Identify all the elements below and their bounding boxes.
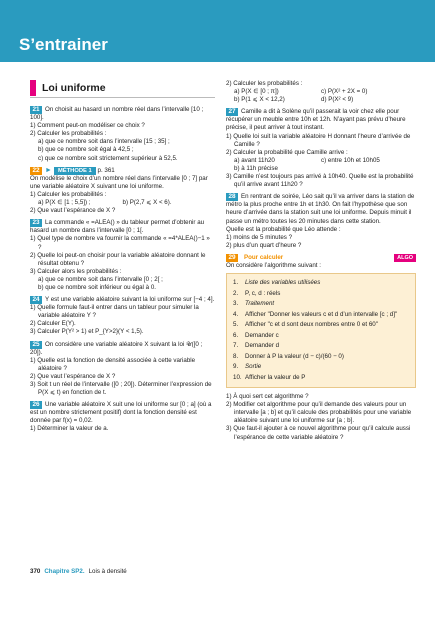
chapter-title: Lois à densité bbox=[88, 568, 127, 575]
question: 2) Calculer la probabilité que Camille arrive : bbox=[226, 148, 348, 156]
sub-question: c) P(X² + 2X = 0) bbox=[321, 88, 368, 96]
question: 2) Que vaut l’espérance de X ? bbox=[30, 372, 116, 380]
question: 1) Quelle est la fonction de densité associée à cette variable aléatoire ? bbox=[30, 356, 196, 372]
exercise-statement: On modélise le choix d’un nombre réel dans l’intervalle [0 ; 7] par une variable aléatoire X suivant une loi uniforme. bbox=[30, 174, 208, 190]
exercise-number: 29 bbox=[226, 254, 238, 262]
arrow-right-icon: ► bbox=[45, 166, 52, 174]
exercise-24 bbox=[30, 296, 215, 336]
sub-question: c) entre 10h et 10h05 bbox=[321, 156, 380, 164]
method-page-ref: p. 361 bbox=[97, 166, 115, 174]
chapter-banner bbox=[0, 0, 435, 62]
algo-line: 10. Afficher la valeur de P bbox=[233, 373, 306, 381]
method-badge: MÉTHODE 1 bbox=[54, 167, 96, 175]
exercise-number: 25 bbox=[30, 341, 42, 349]
algo-tag: ALGO bbox=[394, 254, 416, 262]
exercise-number: 26 bbox=[30, 401, 42, 409]
question: 1) Quel type de nombre va fournir la commande « =4*ALEA()−1 » ? bbox=[30, 235, 210, 251]
sub-question: b) à 11h précise bbox=[234, 164, 278, 172]
question: 2) Calculer les probabilités : bbox=[226, 80, 303, 87]
sub-question: a) que ce nombre soit dans l’intervalle [0 ; 2[ ; bbox=[38, 275, 163, 283]
exercise-statement: La commande « =ALEA() » du tableur permet d’obtenir au hasard un nombre dans l’intervalle [0 ; 1[. bbox=[30, 219, 205, 235]
question: 1) Quelle formule faut-il entrer dans un tableur pour simuler la variable aléatoire Y ? bbox=[30, 304, 199, 320]
question: 2) Modifier cet algorithme pour qu’il demande des valeurs pour un intervalle [a ; b] et qu’il calcule des probabilités pour une variable aléatoire suivant une loi uniforme sur [a ; b]. bbox=[226, 401, 412, 425]
banner-title: S’entrainer bbox=[19, 35, 108, 54]
exercise-number: 28 bbox=[226, 193, 238, 201]
question: 2) Quelle loi peut-on choisir pour la variable aléatoire donnant le résultat obtenu ? bbox=[30, 251, 206, 267]
exercise-statement: En rentrant de soirée, Léo sait qu’il va arriver dans la station de métro la plus proche entre 1h et 1h30. On fait l’hypothèse que son heure d’arrivée dans la station suit une loi uniforme. Depuis minuit il passe un métro toutes les 20 minutes dans cette station. bbox=[226, 193, 415, 225]
exercise-statement: On considère l’algorithme suivant : bbox=[226, 261, 321, 269]
algo-line: 1. Liste des variables utilisées bbox=[233, 279, 321, 287]
sub-question: b) P(2,7 ⩽ X < 6). bbox=[122, 199, 172, 207]
sub-question: b) que ce nombre soit égal à 42,5 ; bbox=[38, 146, 134, 154]
exercise-statement: On choisit au hasard un nombre réel dans l’intervalle [10 ; 100]. bbox=[30, 106, 204, 122]
exercise-23 bbox=[30, 219, 215, 292]
question: 3) Soit t un réel de l’intervalle ([0 ; 20]). Déterminer l’expression de P(X ⩽ t) en fonction de t. bbox=[30, 381, 212, 397]
exercise-number: 22 bbox=[30, 167, 42, 175]
question: 3) Calculer alors les probabilités : bbox=[30, 267, 122, 275]
exercise-number: 27 bbox=[226, 108, 238, 116]
question: 1) Quelle loi suit la variable aléatoire H donnant l’heure d’arrivée de Camille ? bbox=[226, 132, 411, 148]
question: 1) À quoi sert cet algorithme ? bbox=[226, 393, 309, 401]
question: 2) Calculer les probabilités : bbox=[30, 130, 107, 138]
algo-line: 8. Donner à P la valeur (d − c)/(60 − 0) bbox=[233, 352, 344, 360]
right-column bbox=[226, 80, 416, 446]
chapter-label: Chapitre SP2. bbox=[44, 568, 85, 575]
sub-question: a) que ce nombre soit dans l’intervalle [15 ; 35] ; bbox=[38, 138, 170, 146]
algo-line: 4. Afficher "Donner les valeurs c et d d’un intervalle [c ; d]" bbox=[233, 310, 398, 318]
sub-question: d) P(X² < 9) bbox=[321, 96, 354, 104]
exercise-22 bbox=[30, 167, 215, 216]
sub-question: a) P(X ∈ [1 ; 5,5]) ; bbox=[38, 199, 91, 207]
question: 1) Calculer les probabilités : bbox=[30, 190, 107, 198]
algo-line: 7. Demander d bbox=[233, 342, 280, 350]
exercise-statement: Y est une variable aléatoire suivant la loi uniforme sur [−4 ; 4]. bbox=[45, 296, 215, 304]
sub-question: a) P(X ∈ [0 ; π]) bbox=[234, 88, 279, 96]
question: 2) plus d’un quart d’heure ? bbox=[226, 241, 302, 249]
question: 3) Camille n’est toujours pas arrivé à 10h40. Quelle est la probabilité qu’il arrive avant 11h20 ? bbox=[226, 173, 414, 189]
exercise-number: 24 bbox=[30, 296, 42, 304]
algo-line: 9. Sortie bbox=[233, 363, 262, 371]
exercise-label: Pour calculer bbox=[244, 253, 284, 261]
question: 1) Comment peut-on modéliser ce choix ? bbox=[30, 122, 145, 130]
section-marker bbox=[30, 80, 36, 96]
section-header bbox=[30, 78, 215, 98]
left-column bbox=[30, 78, 215, 438]
exercise-statement: Une variable aléatoire X suit une loi uniforme sur [0 ; a] (où a est un nombre strictement positif) dont la fonction densité est donnée par f(x) = 0,02. bbox=[30, 401, 212, 425]
exercise-26-continued bbox=[226, 80, 416, 104]
exercise-statement: On considère une variable aléatoire X suivant la loi 𝒰([0 ; 20]). bbox=[30, 340, 203, 356]
exercise-28 bbox=[226, 193, 416, 250]
sub-question: a) avant 11h20 bbox=[234, 156, 275, 164]
question: 2) Calculer E(Y). bbox=[30, 320, 76, 328]
sub-question: b) P(1 ⩽ X < 12,2) bbox=[234, 96, 285, 104]
algo-line: 6. Demander c bbox=[233, 331, 279, 339]
page-number: 370 bbox=[30, 568, 41, 575]
algorithm-box bbox=[226, 273, 416, 388]
sub-question: c) que ce nombre soit strictement supérieur à 52,5. bbox=[38, 154, 178, 162]
exercise-21 bbox=[30, 106, 215, 163]
question: 2) Que vaut l’espérance de X ? bbox=[30, 207, 116, 215]
exercise-26 bbox=[30, 401, 215, 433]
exercise-25 bbox=[30, 341, 215, 398]
algo-line: 5. Afficher "c et d sont deux nombres entre 0 et 60" bbox=[233, 321, 378, 329]
exercise-29 bbox=[226, 254, 416, 442]
question: 1) Déterminer la valeur de a. bbox=[30, 425, 109, 433]
question: 3) Que faut-il ajouter à ce nouvel algorithme pour qu’il calcule aussi l’espérance de cette variable aléatoire ? bbox=[226, 425, 411, 441]
question: 3) Calculer P(Y² > 1) et P_{Y>2}(Y < 1,5). bbox=[30, 328, 144, 336]
section-title: Loi uniforme bbox=[42, 81, 106, 94]
exercise-27 bbox=[226, 108, 416, 189]
sub-question: b) que ce nombre soit inférieur ou égal à 0. bbox=[38, 283, 156, 291]
algo-line: 2. P, c, d : réels bbox=[233, 289, 281, 297]
question: 1) moins de 5 minutes ? bbox=[226, 233, 293, 241]
exercise-number: 23 bbox=[30, 219, 42, 227]
question-intro: Quelle est la probabilité que Léo attende : bbox=[226, 225, 341, 233]
page-footer bbox=[30, 568, 127, 576]
exercise-statement: Camille a dit à Solène qu’il passerait la voir chez elle pour récupérer un meuble entre 10h et 12h. N’ayant pas prévu d’heure précise, il peut arriver à tout instant. bbox=[226, 108, 406, 132]
algo-line: 3. Traitement bbox=[233, 300, 275, 308]
exercise-number: 21 bbox=[30, 106, 42, 114]
